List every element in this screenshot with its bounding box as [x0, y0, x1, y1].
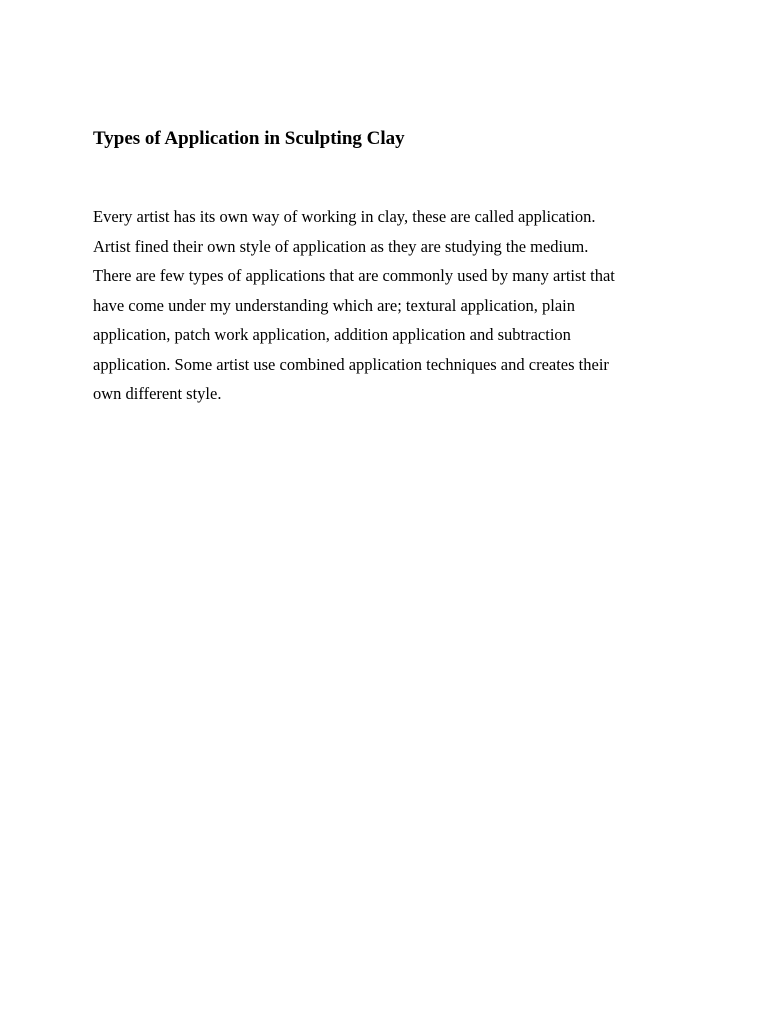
paragraph-line: Every artist has its own way of working in clay, these are called application.: [93, 207, 596, 226]
paragraph-line: own different style.: [93, 384, 222, 403]
body-paragraph: [93, 202, 615, 409]
paragraph-line: Artist fined their own style of application as they are studying the medium.: [93, 236, 589, 256]
paragraph-line: There are few types of applications that are commonly used by many artist that: [93, 266, 615, 285]
paragraph-line: have come under my understanding which are; textural application, plain: [93, 295, 576, 315]
paragraph-line: application. Some artist use combined application techniques and creates their: [93, 354, 609, 374]
paragraph-line: application, patch work application, addition application and subtraction: [93, 325, 571, 344]
document-title: Types of Application in Sculpting Clay: [93, 128, 405, 149]
